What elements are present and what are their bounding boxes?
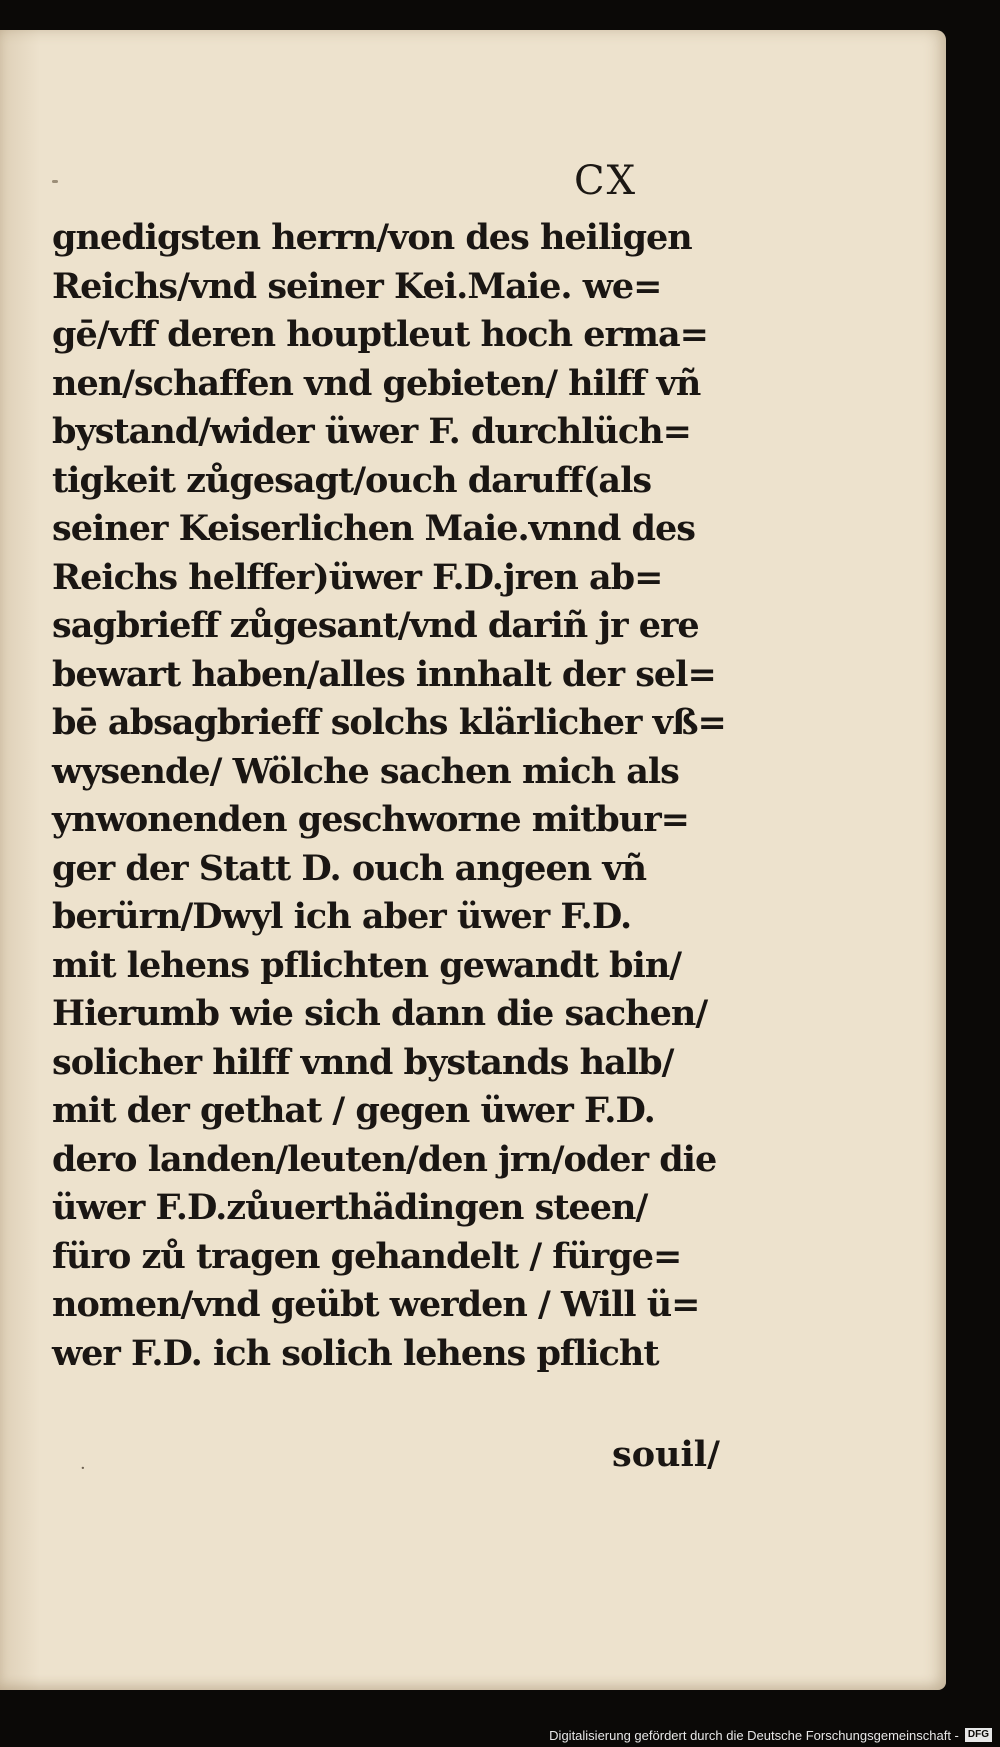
text-line: solicher hilff vnnd bystands halb/: [52, 1041, 674, 1083]
text-line: ynwonenden geschworne mitbur=: [52, 799, 689, 840]
folio-number: CX: [574, 158, 638, 204]
text-line: nen/schaffen vnd gebieten/ hilff vñ: [52, 362, 701, 404]
paper-speck: [52, 180, 58, 183]
text-line: nomen/vnd geübt werden / Will ü=: [52, 1284, 700, 1325]
text-line: bewart haben/alles innhalt der sel=: [52, 653, 716, 695]
text-line: Reichs/vnd seiner Kei.Maie. we=: [52, 265, 662, 307]
text-line: wysende/ Wölche sachen mich als: [52, 750, 679, 792]
text-line: Reichs helffer)üwer F.D.jren ab=: [52, 556, 663, 598]
text-line: bystand/wider üwer F. durchlüch=: [52, 411, 691, 452]
text-block: [52, 214, 732, 1378]
text-line: dero landen/leuten/den jrn/oder die: [52, 1138, 717, 1180]
text-line: ger der Statt D. ouch angeen vñ: [52, 847, 647, 889]
text-line: mit der gethat / gegen üwer F.D.: [52, 1090, 655, 1131]
text-line: sagbrieff zůgesant/vnd dariñ jr ere: [52, 605, 699, 646]
stray-ink-mark: ·: [80, 1458, 86, 1479]
funding-credit: Digitalisierung gefördert durch die Deutsche Forschungsgemeinschaft -: [549, 1727, 959, 1743]
text-line: füro zů tragen gehandelt / fürge=: [52, 1235, 682, 1277]
text-line: tigkeit zůgesagt/ouch daruff(als: [52, 459, 652, 501]
text-line: gē/vff deren houptleut hoch erma=: [52, 314, 708, 355]
book-page: [0, 30, 946, 1690]
text-line: üwer F.D.zůuerthädingen steen/: [52, 1187, 648, 1228]
text-line: bē absagbrieff solchs klärlicher vß=: [52, 702, 726, 743]
catchword: souil/: [612, 1434, 720, 1475]
text-line: Hierumb wie sich dann die sachen/: [52, 993, 708, 1034]
text-line: berürn/Dwyl ich aber üwer F.D.: [52, 896, 632, 937]
dfg-logo: DFG: [965, 1728, 992, 1742]
text-line: seiner Keiserlichen Maie.vnnd des: [52, 508, 695, 549]
footer-credit-bar: [549, 1723, 1000, 1747]
text-line: gnedigsten herrn/von des heiligen: [52, 217, 692, 258]
text-line: wer F.D. ich solich lehens pflicht: [52, 1332, 659, 1374]
text-line: mit lehens pflichten gewandt bin/: [52, 944, 682, 986]
